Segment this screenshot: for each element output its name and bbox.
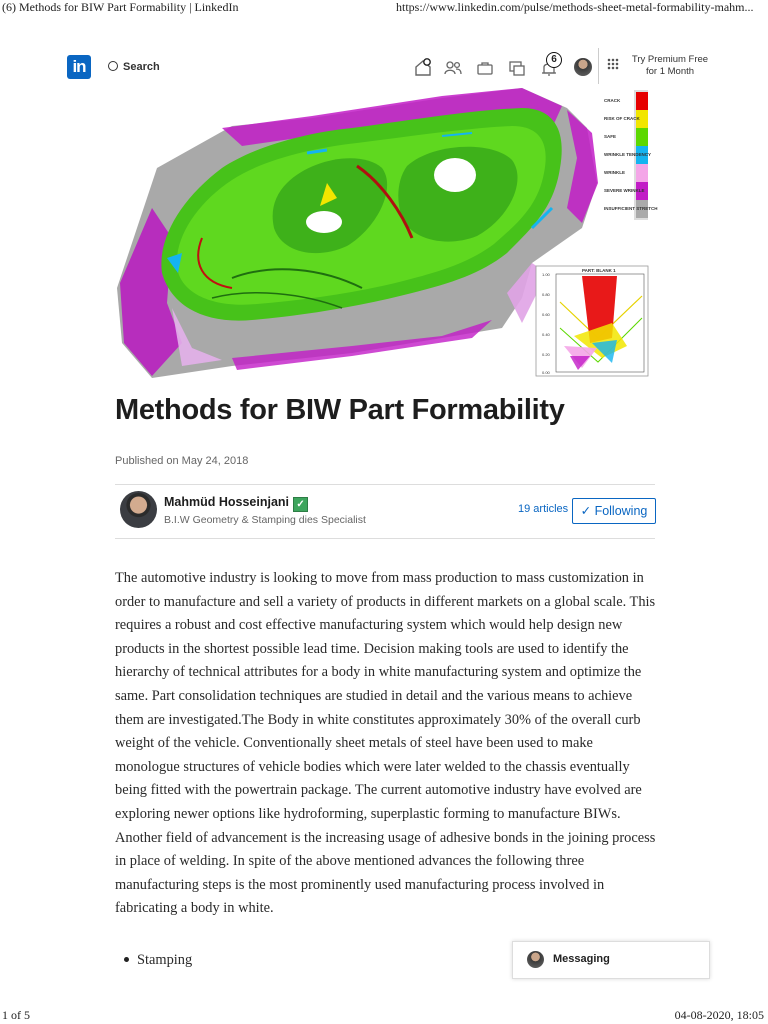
author-articles-link[interactable]: 19 articles (518, 503, 569, 515)
linkedin-logo[interactable]: in (67, 55, 91, 79)
print-datetime: 04-08-2020, 18:05 (674, 1008, 764, 1022)
nav-divider (598, 48, 599, 84)
legend-label-6: INSUFFICIENT STRETCH (604, 206, 658, 211)
legend-label-4: WRINKLE (604, 170, 625, 175)
list-item-text: Stamping (137, 952, 193, 968)
legend-label-0: CRACK (604, 98, 621, 103)
hero-image (112, 88, 658, 378)
flc-ytick-2: 0.60 (542, 312, 550, 317)
article-body: The automotive industry is looking to move from mass production to mass customization in order to manufacture and sell a variety of products in different markets on a global scale. This requires a robust and cost effective manufacturing system which would help design new products in the shortest possible lead time. Decision making tools are used to identify the hierarchy of technical attributes for a body in white manufacturing system and optimize the same. Part consolidation techniques are studied in detail and the various means to achieve them are investigated.The Body in white constitutes approximately 30% of the overall curb weight of the vehicle. Conventionally sheet metals of steel have been used to make monologue structures of vehicle bodies which were later welded to the chassis eventually being fitted with the powertrain package. The current automotive industry have evolved are exploring newer options like hydroforming, superplastic forming to manufacture BIWs. Another field of advancement is the increasing usage of adhesive bonds in the joining process in place of welding. In spite of the above mentioned advances the following three manufacturing steps is the most prominently used manufacturing process involved in fabricating a body in white. (115, 570, 656, 917)
print-footer (0, 1006, 768, 1024)
flc-ytick-4: 0.20 (542, 352, 550, 357)
search-label: Search (123, 61, 160, 73)
flc-ytick-3: 0.40 (542, 332, 550, 337)
top-navigation (0, 48, 768, 88)
verified-check-icon: ✓ (293, 497, 308, 512)
legend-label-5: SEVERE WRINKLE (604, 188, 645, 193)
print-page-number: 1 of 5 (2, 1008, 30, 1022)
profile-avatar[interactable] (574, 58, 592, 76)
legend-color-crack (636, 92, 648, 110)
messaging-label: Messaging (553, 953, 610, 965)
author-name: Mahmüd Hosseinjani (164, 495, 290, 509)
following-button[interactable] (572, 498, 656, 524)
author-avatar[interactable] (120, 491, 157, 528)
published-date: Published on May 24, 2018 (115, 455, 249, 467)
premium-line-1: Try Premium Free (631, 54, 709, 65)
checkmark-icon: ✓ (580, 504, 595, 518)
notification-badge: 6 (546, 52, 562, 68)
search-icon (108, 61, 118, 71)
jobs-icon[interactable] (475, 58, 495, 78)
flc-title: PART: BLANK 1 (582, 268, 616, 273)
search-box[interactable] (108, 60, 160, 73)
divider-top (115, 484, 655, 485)
my-network-icon[interactable] (443, 58, 463, 78)
print-header (0, 0, 768, 16)
legend-color-wrinkle (636, 164, 648, 182)
legend-label-3: WRINKLE TENDENCY (604, 152, 651, 157)
print-url: https://www.linkedin.com/pulse/methods-sheet-metal-formability-mahm... (396, 0, 754, 14)
flc-inset-plot (536, 266, 648, 376)
legend-label-1: RISK OF CRACK (604, 116, 640, 121)
following-label: Following (594, 504, 648, 518)
messaging-avatar (527, 951, 544, 968)
formability-legend (604, 90, 658, 220)
list-item (124, 952, 192, 969)
article-title: Methods for BIW Part Formability (115, 394, 565, 426)
flc-ytick-1: 0.80 (542, 292, 550, 297)
legend-color-safe (636, 128, 648, 146)
apps-grid-icon[interactable] (607, 58, 619, 70)
messaging-nav-icon[interactable] (507, 58, 527, 78)
home-icon[interactable] (413, 58, 433, 78)
legend-label-2: SAFE (604, 134, 617, 139)
divider-bottom (115, 538, 655, 539)
premium-line-2: for 1 Month (645, 66, 695, 77)
messaging-widget[interactable] (512, 941, 710, 979)
author-name-row[interactable] (164, 495, 308, 512)
flc-ytick-0: 1.00 (542, 272, 550, 277)
print-page-title: (6) Methods for BIW Part Formability | LinkedIn (2, 0, 239, 14)
author-role: B.I.W Geometry & Stamping dies Specialist (164, 514, 366, 526)
premium-link[interactable] (630, 54, 710, 78)
bullet-icon (124, 957, 129, 962)
flc-ytick-5: 0.00 (542, 370, 550, 375)
